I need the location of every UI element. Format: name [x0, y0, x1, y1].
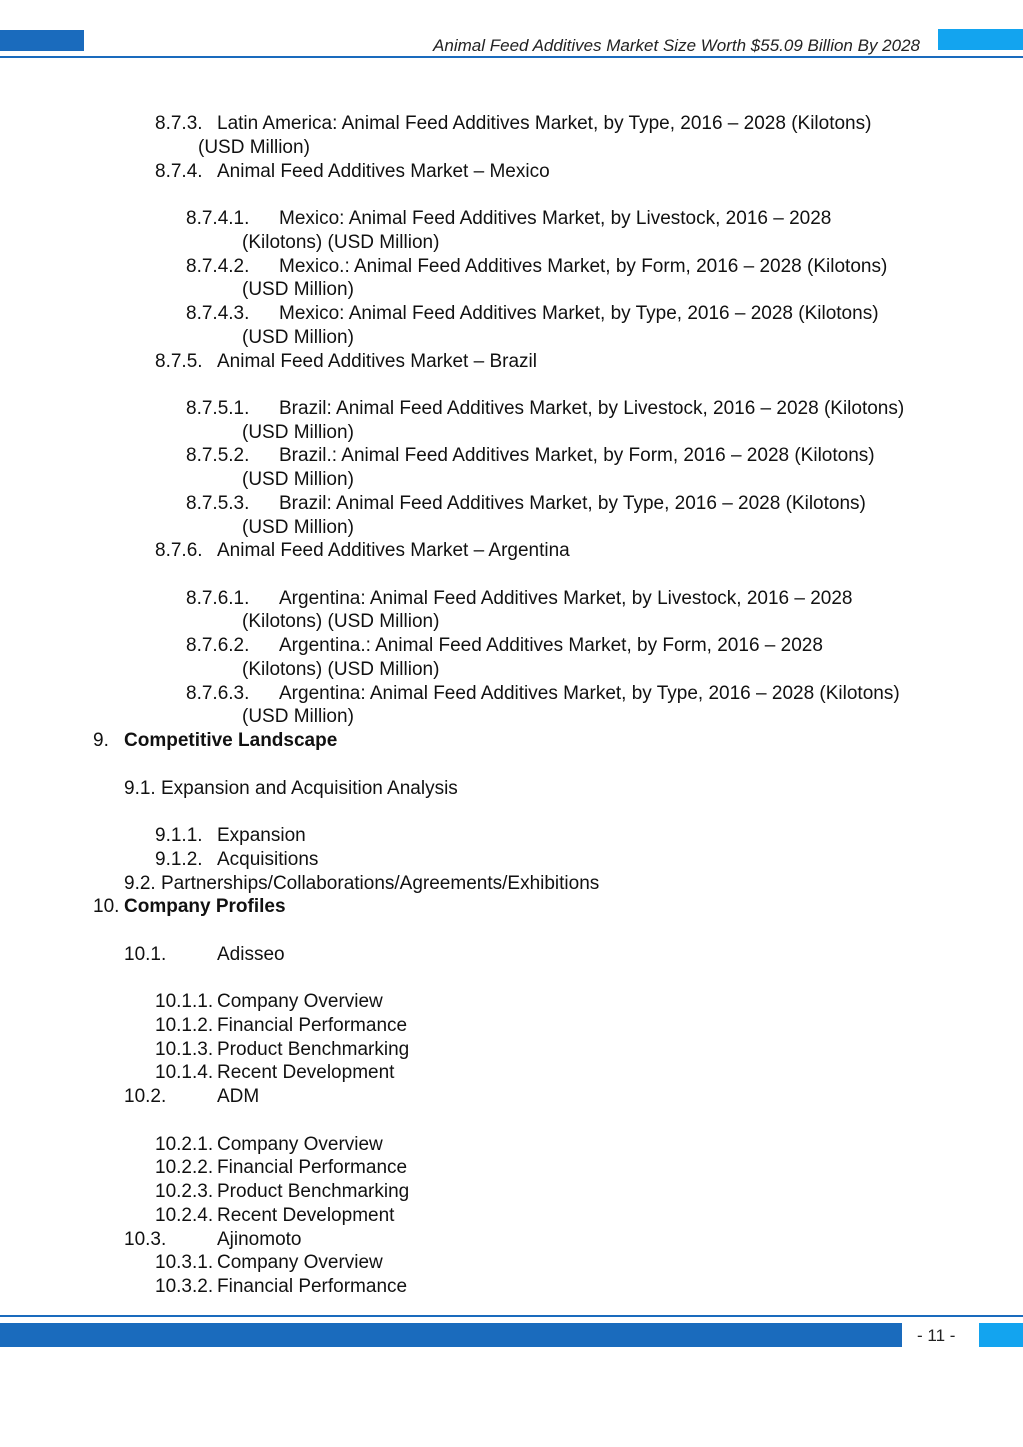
toc-entry-number: 10.2.4.	[155, 1205, 214, 1226]
toc-entry-text: Expansion	[217, 825, 306, 846]
toc-entry-number: 8.7.4.	[155, 161, 203, 182]
toc-entry-text: Company Overview	[217, 1252, 383, 1273]
toc-entry-number: 10.1.1.	[155, 991, 214, 1012]
toc-entry-number: 10.3.2.	[155, 1276, 214, 1297]
toc-entry-number: 10.3.	[124, 1229, 167, 1250]
toc-entry-continuation: (USD Million)	[242, 706, 354, 727]
toc-entry-number: 8.7.6.3.	[186, 683, 250, 704]
toc-entry-number: 8.7.4.1.	[186, 208, 250, 229]
toc-entry-text: Ajinomoto	[217, 1229, 302, 1250]
toc-entry-number: 8.7.6.1.	[186, 588, 250, 609]
toc-entry-number: 10.2.3.	[155, 1181, 214, 1202]
toc-entry-number: 8.7.4.3.	[186, 303, 250, 324]
toc-entry-text: Financial Performance	[217, 1276, 408, 1297]
toc-entry-text: Recent Development	[217, 1062, 395, 1083]
toc-entry-number: 8.7.5.3.	[186, 493, 250, 514]
toc-entry-number: 8.7.3.	[155, 113, 203, 134]
toc-entry-number: 10.2.1.	[155, 1134, 214, 1155]
toc-entry-text: Argentina: Animal Feed Additives Market, by Livestock, 2016 – 2028	[279, 588, 853, 609]
toc-entry-continuation: (USD Million)	[242, 327, 354, 348]
toc-entry-continuation: (USD Million)	[242, 422, 354, 443]
toc-entry-number: 8.7.5.1.	[186, 398, 250, 419]
toc-entry-continuation: (USD Million)	[242, 279, 354, 300]
footer-divider	[0, 1315, 1023, 1317]
toc-entry-text: Mexico.: Animal Feed Additives Market, by Form, 2016 – 2028 (Kilotons)	[279, 256, 888, 277]
toc-entry-text: Brazil: Animal Feed Additives Market, by Type, 2016 – 2028 (Kilotons)	[279, 493, 866, 514]
toc-entry-number: 10.1.	[124, 944, 167, 965]
toc-entry-number: 9.1.2.	[155, 849, 203, 870]
toc-entry-number: 8.7.4.2.	[186, 256, 250, 277]
toc-entry-text: Company Overview	[217, 991, 383, 1012]
toc-entry-continuation: (USD Million)	[198, 137, 310, 158]
toc-entry-number: 8.7.6.	[155, 540, 203, 561]
toc-entry-text: Product Benchmarking	[217, 1039, 410, 1060]
toc-entry-text: Adisseo	[217, 944, 285, 965]
toc-entry-text: Animal Feed Additives Market – Mexico	[217, 161, 550, 182]
toc-entry-number: 10.1.4.	[155, 1062, 214, 1083]
toc-entry-text: Product Benchmarking	[217, 1181, 410, 1202]
toc-entry-text: Financial Performance	[217, 1015, 408, 1036]
toc-entry-text: Mexico: Animal Feed Additives Market, by Livestock, 2016 – 2028	[279, 208, 832, 229]
toc-entry-text: Competitive Landscape	[124, 730, 338, 751]
toc-entry-number: 10.2.	[124, 1086, 167, 1107]
toc-entry-continuation: (USD Million)	[242, 517, 354, 538]
toc-entry-text: Acquisitions	[217, 849, 319, 870]
toc-entry-text: Argentina.: Animal Feed Additives Market, by Form, 2016 – 2028	[279, 635, 823, 656]
toc-entry-text: Animal Feed Additives Market – Argentina	[217, 540, 570, 561]
toc-entry-number: 10.3.1.	[155, 1252, 214, 1273]
toc-entry-text: Company Profiles	[124, 896, 286, 917]
toc-entry-text: Company Overview	[217, 1134, 383, 1155]
toc-entry-continuation: (Kilotons) (USD Million)	[242, 659, 440, 680]
toc-entry-text: Partnerships/Collaborations/Agreements/Exhibitions	[161, 873, 600, 894]
toc-entry-text: Financial Performance	[217, 1157, 408, 1178]
page-number: - 11 -	[917, 1326, 956, 1345]
toc-entry-text: Expansion and Acquisition Analysis	[161, 778, 458, 799]
footer-bar	[0, 1323, 902, 1347]
toc-entry-text: Latin America: Animal Feed Additives Market, by Type, 2016 – 2028 (Kilotons)	[217, 113, 872, 134]
toc-entry-number: 10.	[93, 896, 120, 917]
toc-entry-number: 8.7.6.2.	[186, 635, 250, 656]
toc-entry-number: 9.	[93, 730, 109, 751]
toc-entry-continuation: (Kilotons) (USD Million)	[242, 232, 440, 253]
toc-entry-number: 9.2.	[124, 873, 156, 894]
toc-entry-text: Brazil: Animal Feed Additives Market, by Livestock, 2016 – 2028 (Kilotons)	[279, 398, 905, 419]
toc-entry-text: Mexico: Animal Feed Additives Market, by Type, 2016 – 2028 (Kilotons)	[279, 303, 879, 324]
toc-entry-number: 9.1.1.	[155, 825, 203, 846]
toc-entry-continuation: (USD Million)	[242, 469, 354, 490]
header-title: Animal Feed Additives Market Size Worth $55.09 Billion By 2028	[433, 36, 920, 55]
toc-entry-text: ADM	[217, 1086, 260, 1107]
toc-entry-number: 10.2.2.	[155, 1157, 214, 1178]
toc-entry-text: Animal Feed Additives Market – Brazil	[217, 351, 537, 372]
toc-entry-number: 8.7.5.	[155, 351, 203, 372]
toc-entry-number: 8.7.5.2.	[186, 445, 250, 466]
toc-entry-number: 10.1.3.	[155, 1039, 214, 1060]
footer-accent-right	[979, 1323, 1023, 1347]
toc-entry-number: 10.1.2.	[155, 1015, 214, 1036]
toc-entry-text: Argentina: Animal Feed Additives Market, by Type, 2016 – 2028 (Kilotons)	[279, 683, 900, 704]
toc-entry-number: 9.1.	[124, 778, 156, 799]
toc-entry-text: Recent Development	[217, 1205, 395, 1226]
toc-entry-continuation: (Kilotons) (USD Million)	[242, 611, 440, 632]
toc-entry-text: Brazil.: Animal Feed Additives Market, by Form, 2016 – 2028 (Kilotons)	[279, 445, 875, 466]
